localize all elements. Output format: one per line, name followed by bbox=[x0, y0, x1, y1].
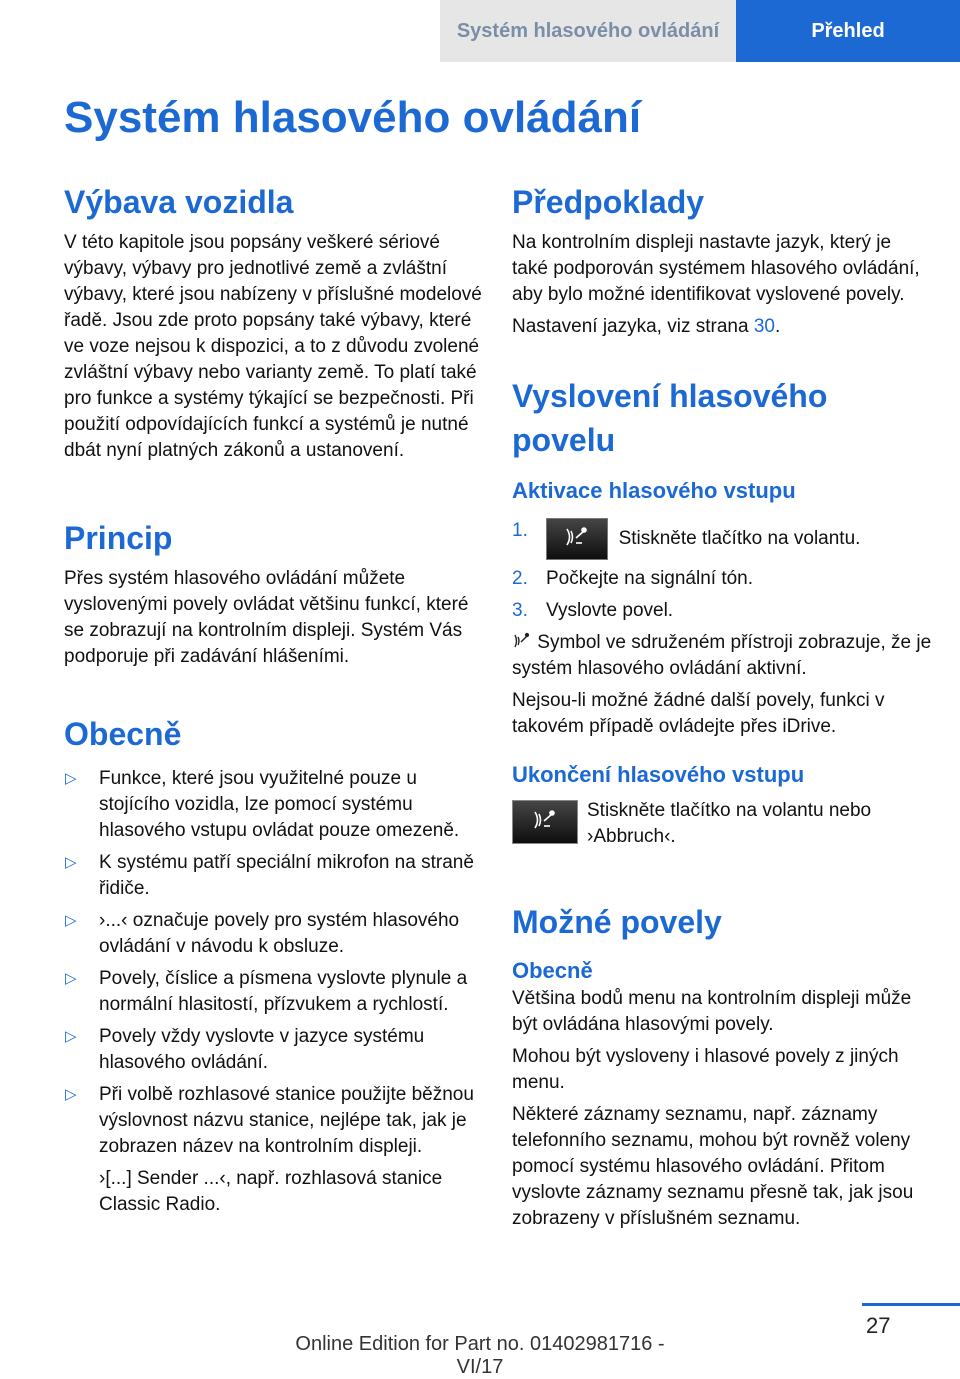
voice-active-symbol-icon bbox=[512, 631, 532, 651]
activate-voice-heading: Aktivace hlasového vstupu bbox=[512, 478, 796, 503]
activation-steps bbox=[512, 518, 932, 624]
footer-edition: Online Edition for Part no. 01402981716 - VI/17 bbox=[295, 1333, 665, 1378]
page-link[interactable]: 30 bbox=[753, 316, 775, 337]
right-column bbox=[512, 180, 932, 1232]
header-tab-overview[interactable]: Přehled bbox=[736, 0, 960, 62]
voice-command-icon bbox=[562, 524, 592, 554]
prerequisites-heading: Předpoklady bbox=[512, 184, 705, 220]
bullet-triangle-icon: ▷ bbox=[65, 912, 77, 929]
list-item: 3. Vyslovte povel. bbox=[512, 600, 674, 621]
language-reference: Nastavení jazyka, viz strana 30. bbox=[512, 316, 781, 337]
steering-voice-button-image bbox=[512, 800, 578, 844]
possible-general-heading: Obecně bbox=[512, 958, 593, 983]
equipment-text: V této kapitole jsou popsány veškeré sériové výbavy, výbavy pro jednotlivé země a zvláštní výbavy, které jsou nabízeny v příslušné modelové řadě. Jsou zde proto popsány také výbavy, které ve voze nejsou k dispozici, a to z důvodu zvolené zvláštní výbavy nebo varianty země. To platí také pro funkce a systémy týkající se bezpečnosti. Při použití odpovídajících funkcí a systémů je nutné dbát nyní platných zákonů a ustanovení. bbox=[64, 232, 482, 461]
steering-voice-button-image bbox=[546, 518, 608, 560]
list-item: ▷ Povely vždy vyslovte v jazyce systému hlasového ovládání. bbox=[65, 1026, 425, 1073]
left-column bbox=[64, 180, 482, 1218]
prerequisites-text: Na kontrolním displeji nastavte jazyk, který je také podporován systémem hlasového ovládání, aby bylo možné identifikovat vyslovené povely. bbox=[512, 232, 920, 305]
general-heading: Obecně bbox=[64, 716, 182, 752]
end-voice-heading: Ukončení hlasového vstupu bbox=[512, 762, 805, 787]
possible-commands-heading: Možné povely bbox=[512, 904, 722, 940]
possible-text-3: Některé záznamy seznamu, např. záznamy telefonního seznamu, mohou být rovněž voleny pomocí systému hlasového ovládání. Přitom vyslovte záznamy seznamu přesně tak, jak jsou zobrazeny v příslušném seznamu. bbox=[512, 1104, 914, 1229]
principle-heading: Princip bbox=[64, 520, 173, 556]
footer-divider bbox=[862, 1303, 960, 1306]
bullet-triangle-icon: ▷ bbox=[65, 970, 77, 987]
end-voice-block bbox=[512, 798, 932, 858]
symbol-note: Symbol ve sdruženém přístroji zobrazuje, že je systém hlasového ovládání aktivní. bbox=[512, 632, 932, 679]
bullet-triangle-icon: ▷ bbox=[65, 1028, 77, 1045]
header-section-label: Systém hlasového ovládání bbox=[440, 0, 736, 62]
page-title: Systém hlasového ovládání bbox=[64, 93, 642, 142]
list-item: ▷ Povely, číslice a písmena vyslovte plynule a normální hlasitostí, přízvukem a rychlostí. bbox=[65, 968, 468, 1015]
bullet-triangle-icon: ▷ bbox=[65, 854, 77, 871]
bullet-subtext: ›[...] Sender ...‹, např. rozhlasová stanice Classic Radio. bbox=[99, 1168, 443, 1215]
equipment-heading: Výbava vozidla bbox=[64, 184, 294, 220]
list-item: 1. Stiskněte tlačítko na volantu. bbox=[512, 518, 932, 560]
list-item: 2. Počkejte na signální tón. bbox=[512, 568, 754, 589]
voice-command-icon bbox=[530, 807, 560, 837]
possible-text-1: Většina bodů menu na kontrolním displeji může být ovládána hlasovými povely. bbox=[512, 988, 912, 1035]
principle-text: Přes systém hlasového ovládání můžete vyslovenými povely ovládat většinu funkcí, které se zobrazují na kontrolním displeji. Systém Vás podporuje při zadávání hlášeními. bbox=[64, 568, 469, 667]
list-item: ▷ Funkce, které jsou využitelné pouze u stojícího vozidla, lze pomocí systému hlasového vstupu ovládat pouze omezeně. bbox=[65, 768, 460, 841]
list-item: ▷ ›...‹ označuje povely pro systém hlasového ovládání v návodu k obsluze. bbox=[65, 910, 460, 957]
page-number: 27 bbox=[866, 1313, 891, 1338]
end-voice-text: Stiskněte tlačítko na volantu nebo ›Abbruch‹. bbox=[587, 800, 872, 847]
possible-text-2: Mohou být vysloveny i hlasové povely z jiných menu. bbox=[512, 1046, 899, 1093]
no-commands-text: Nejsou-li možné žádné další povely, funkci v takovém případě ovládejte přes iDrive. bbox=[512, 690, 885, 737]
speak-command-heading: Vyslovení hlasového povelu bbox=[512, 378, 828, 458]
general-bullet-list bbox=[64, 766, 482, 1218]
bullet-triangle-icon: ▷ bbox=[65, 1086, 77, 1103]
list-item: ▷ K systému patří speciální mikrofon na straně řidiče. bbox=[65, 852, 474, 899]
list-item: ▷ Při volbě rozhlasové stanice použijte běžnou výslovnost názvu stanice, nejlépe tak, jak je zobrazen název na kontrolním displeji. ›[...] Sender ...‹, např. rozhlasová stanice Classic Radio. bbox=[64, 1082, 482, 1218]
bullet-triangle-icon: ▷ bbox=[65, 770, 77, 787]
